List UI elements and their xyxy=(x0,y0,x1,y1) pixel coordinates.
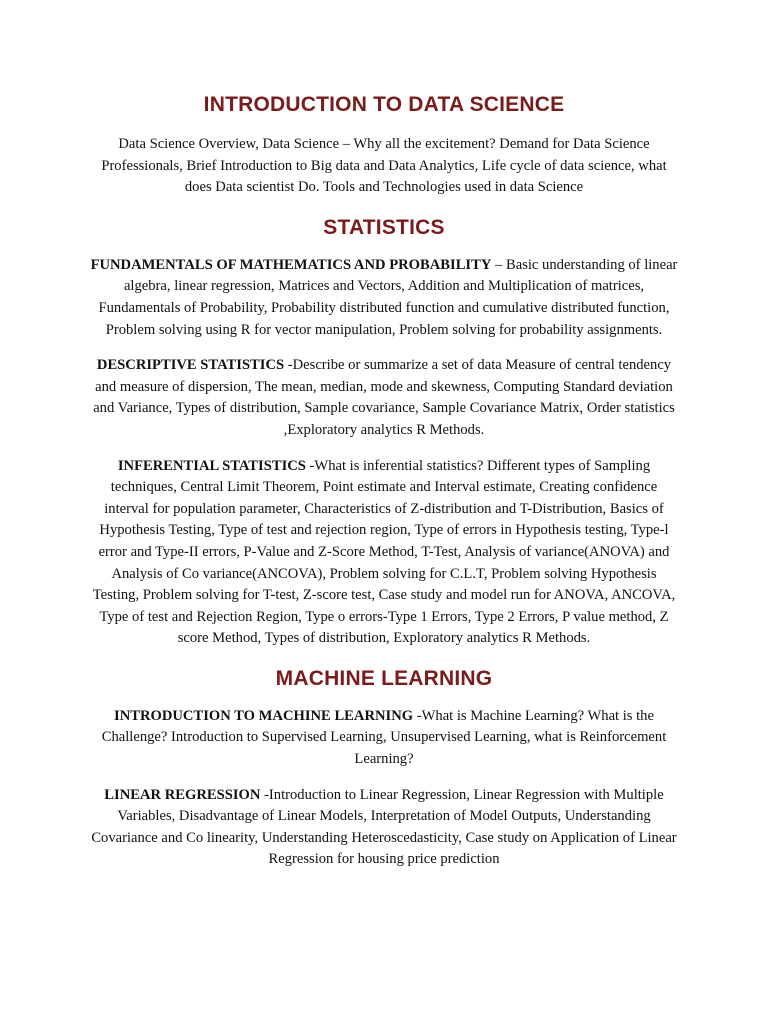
inferential-statistics-heading: INFERENTIAL STATISTICS xyxy=(117,457,306,474)
intro-ml-body: -What is Machine Learning? What is the Challenge? Introduction to Supervised Learning, Unsupervised Learning, what is Reinforcement Learning? xyxy=(101,707,667,768)
title-statistics: STATISTICS xyxy=(323,215,445,239)
linear-regression-body: -Introduction to Linear Regression, Linear Regression with Multiple Variables, Disadvantage of Linear Models, Interpretation of Model Outputs, Understanding Covariance and Co linearity, Understanding Heteroscedasticity, Case study on Application of Linear Regression for housing price prediction xyxy=(91,786,677,868)
linear-regression-paragraph xyxy=(90,785,678,871)
descriptive-statistics-heading: DESCRIPTIVE STATISTICS xyxy=(96,357,285,374)
descriptive-statistics-body: -Describe or summarize a set of data Measure of central tendency and measure of dispersion, The mean, median, mode and skewness, Computing Standard deviation and Variance, Types of distribution, Sample covariance, Sample Covariance Matrix, Order statistics ,Exploratory analytics R Methods. xyxy=(93,357,675,438)
intro-paragraph: Data Science Overview, Data Science – Why all the excitement? Demand for Data Science Professionals, Brief Introduction to Big data and Data Analytics, Life cycle of data science, what does Data scientist Do. Tools and Technologies used in data Science xyxy=(101,136,667,196)
title-machine-learning: MACHINE LEARNING xyxy=(275,666,493,690)
fundamentals-body: – Basic understanding of linear algebra, linear regression, Matrices and Vectors, Addition and Multiplication of matrices, Fundamentals of Probability, Probability distributed function and cumulative distributed function, Problem solving using R for vector manipulation, Problem solving for probability assignments. xyxy=(98,256,678,338)
inferential-statistics-paragraph xyxy=(90,456,678,650)
intro-ml-heading: INTRODUCTION TO MACHINE LEARNING xyxy=(114,707,414,724)
descriptive-statistics-paragraph xyxy=(90,355,678,441)
inferential-statistics-body: -What is inferential statistics? Different types of Sampling techniques, Central Limit Theorem, Point estimate and Interval estimate, Creating confidence interval for population parameter, Characteristics of Z-distribution and T-Distribution, Basics of Hypothesis Testing, Type of test and rejection region, Type of errors in Hypothesis testing, Type-l error and Type-II errors, P-Value and Z-Score Method, T-Test, Analysis of variance(ANOVA) and Analysis of Co variance(ANCOVA), Problem solving for C.L.T, Problem solving Hypothesis Testing, Problem solving for T-test, Z-score test, Case study and model run for ANOVA, ANCOVA, Type of test and Rejection Region, Type o errors-Type 1 Errors, Type 2 Errors, P value method, Z score Method, Types of distribution, Exploratory analytics R Methods. xyxy=(92,457,676,647)
fundamentals-heading: FUNDAMENTALS OF MATHEMATICS AND PROBABILITY xyxy=(90,256,492,273)
linear-regression-heading: LINEAR REGRESSION xyxy=(104,786,261,803)
intro-ml-paragraph xyxy=(90,706,678,771)
fundamentals-paragraph xyxy=(90,255,678,341)
title-introduction-to-data-science: INTRODUCTION TO DATA SCIENCE xyxy=(203,93,565,116)
